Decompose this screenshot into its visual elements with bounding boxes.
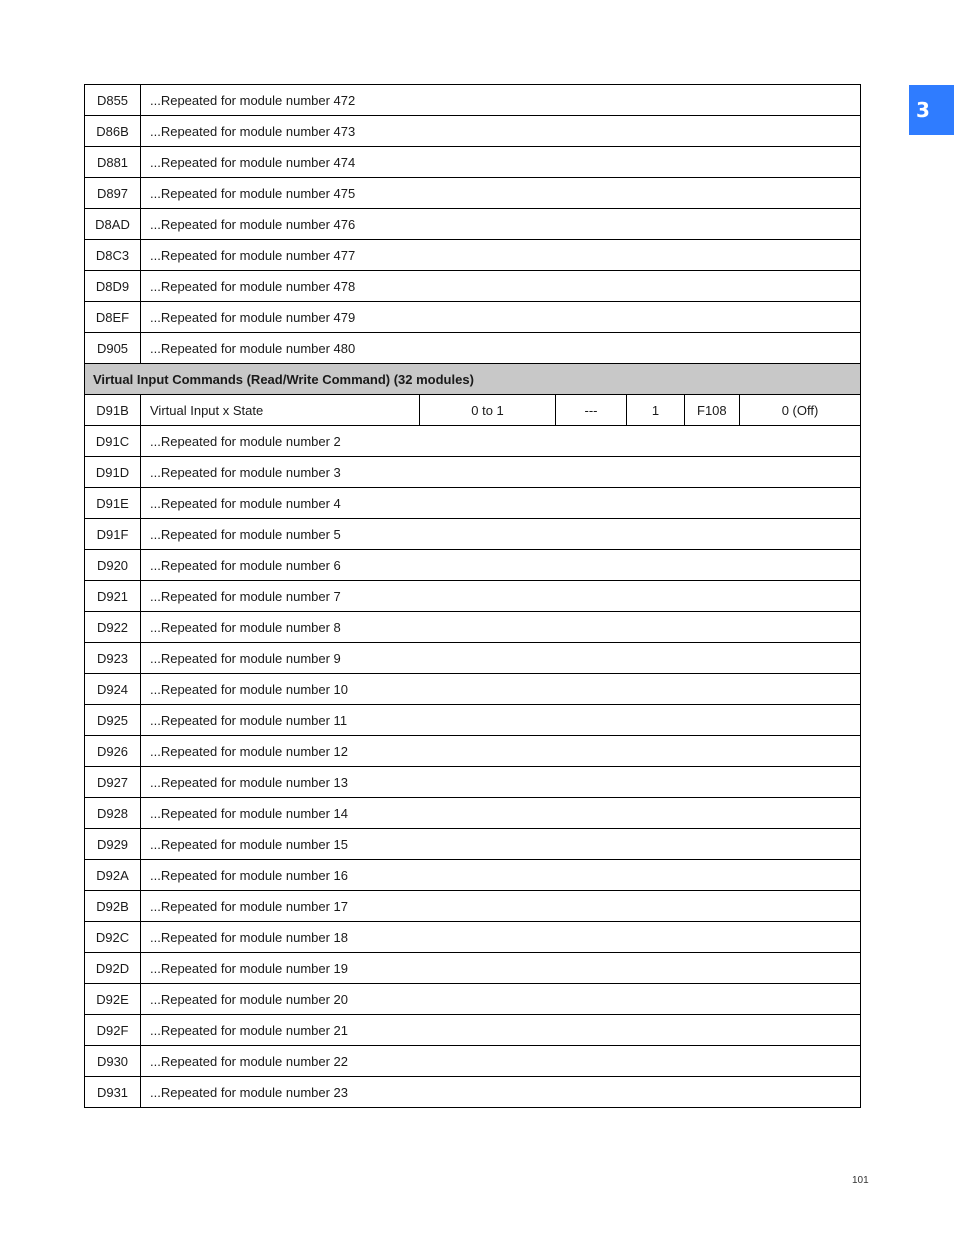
table-row <box>85 1046 861 1077</box>
table-row <box>85 519 861 550</box>
row-address: D855 <box>85 85 141 116</box>
table-row <box>85 829 861 860</box>
row-description: ...Repeated for module number 476 <box>141 209 861 240</box>
row-description: ...Repeated for module number 472 <box>141 85 861 116</box>
table-row <box>85 85 861 116</box>
table-row <box>85 860 861 891</box>
row-description: ...Repeated for module number 23 <box>141 1077 861 1108</box>
rows-after <box>85 426 861 1108</box>
table-row <box>85 705 861 736</box>
row-description: ...Repeated for module number 17 <box>141 891 861 922</box>
table-row <box>85 984 861 1015</box>
row-description: ...Repeated for module number 5 <box>141 519 861 550</box>
row-description: ...Repeated for module number 13 <box>141 767 861 798</box>
table-row <box>85 457 861 488</box>
row-description: ...Repeated for module number 10 <box>141 674 861 705</box>
table-row <box>85 1077 861 1108</box>
row-address: D881 <box>85 147 141 178</box>
row-address: D920 <box>85 550 141 581</box>
row-description: ...Repeated for module number 2 <box>141 426 861 457</box>
table-row <box>85 891 861 922</box>
row-address: D905 <box>85 333 141 364</box>
row-address: D91D <box>85 457 141 488</box>
table-row <box>85 333 861 364</box>
table-row <box>85 550 861 581</box>
row-description: ...Repeated for module number 9 <box>141 643 861 674</box>
detail-address: D91B <box>85 395 141 426</box>
row-address: D921 <box>85 581 141 612</box>
row-address: D8C3 <box>85 240 141 271</box>
row-address: D91E <box>85 488 141 519</box>
row-description: ...Repeated for module number 475 <box>141 178 861 209</box>
table-row <box>85 488 861 519</box>
row-address: D8AD <box>85 209 141 240</box>
rows-before <box>85 85 861 364</box>
table-row <box>85 240 861 271</box>
table-row <box>85 922 861 953</box>
row-address: D931 <box>85 1077 141 1108</box>
row-address: D86B <box>85 116 141 147</box>
row-description: ...Repeated for module number 15 <box>141 829 861 860</box>
table-row <box>85 674 861 705</box>
row-address: D92C <box>85 922 141 953</box>
table-row <box>85 178 861 209</box>
row-description: ...Repeated for module number 7 <box>141 581 861 612</box>
table-row <box>85 612 861 643</box>
row-address: D92F <box>85 1015 141 1046</box>
row-description: ...Repeated for module number 478 <box>141 271 861 302</box>
row-description: ...Repeated for module number 479 <box>141 302 861 333</box>
row-description: ...Repeated for module number 22 <box>141 1046 861 1077</box>
row-address: D92A <box>85 860 141 891</box>
table-row <box>85 209 861 240</box>
row-description: ...Repeated for module number 21 <box>141 1015 861 1046</box>
row-address: D92B <box>85 891 141 922</box>
table-row <box>85 426 861 457</box>
table-row <box>85 953 861 984</box>
row-description: ...Repeated for module number 480 <box>141 333 861 364</box>
row-address: D927 <box>85 767 141 798</box>
row-address: D928 <box>85 798 141 829</box>
row-description: ...Repeated for module number 6 <box>141 550 861 581</box>
row-address: D91C <box>85 426 141 457</box>
table-row <box>85 581 861 612</box>
table-row <box>85 643 861 674</box>
section-header-row <box>85 364 861 395</box>
section-body <box>85 364 861 426</box>
row-description: ...Repeated for module number 12 <box>141 736 861 767</box>
row-address: D897 <box>85 178 141 209</box>
detail-name: Virtual Input x State <box>141 395 420 426</box>
row-address: D925 <box>85 705 141 736</box>
row-address: D8D9 <box>85 271 141 302</box>
row-address: D929 <box>85 829 141 860</box>
row-description: ...Repeated for module number 4 <box>141 488 861 519</box>
row-description: ...Repeated for module number 11 <box>141 705 861 736</box>
row-address: D91F <box>85 519 141 550</box>
row-address: D922 <box>85 612 141 643</box>
row-description: ...Repeated for module number 18 <box>141 922 861 953</box>
table-row <box>85 736 861 767</box>
row-description: ...Repeated for module number 16 <box>141 860 861 891</box>
row-address: D92D <box>85 953 141 984</box>
table-row <box>85 1015 861 1046</box>
row-description: ...Repeated for module number 477 <box>141 240 861 271</box>
row-description: ...Repeated for module number 20 <box>141 984 861 1015</box>
row-description: ...Repeated for module number 474 <box>141 147 861 178</box>
row-description: ...Repeated for module number 8 <box>141 612 861 643</box>
detail-row <box>85 395 861 426</box>
row-address: D926 <box>85 736 141 767</box>
section-title: Virtual Input Commands (Read/Write Command) (32 modules) <box>85 364 861 395</box>
row-address: D930 <box>85 1046 141 1077</box>
chapter-tab: 3 <box>909 85 954 135</box>
page-number: 101 <box>852 1175 869 1186</box>
row-description: ...Repeated for module number 14 <box>141 798 861 829</box>
register-table <box>84 84 861 1108</box>
table-row <box>85 116 861 147</box>
detail-range: 0 to 1 <box>420 395 556 426</box>
row-address: D923 <box>85 643 141 674</box>
row-description: ...Repeated for module number 3 <box>141 457 861 488</box>
detail-units: --- <box>556 395 627 426</box>
table-row <box>85 302 861 333</box>
detail-format: F108 <box>685 395 740 426</box>
row-address: D8EF <box>85 302 141 333</box>
table-row <box>85 271 861 302</box>
row-description: ...Repeated for module number 473 <box>141 116 861 147</box>
detail-default: 0 (Off) <box>740 395 861 426</box>
detail-step: 1 <box>627 395 685 426</box>
table-row <box>85 147 861 178</box>
row-address: D924 <box>85 674 141 705</box>
row-address: D92E <box>85 984 141 1015</box>
table-row <box>85 798 861 829</box>
row-description: ...Repeated for module number 19 <box>141 953 861 984</box>
table-row <box>85 767 861 798</box>
